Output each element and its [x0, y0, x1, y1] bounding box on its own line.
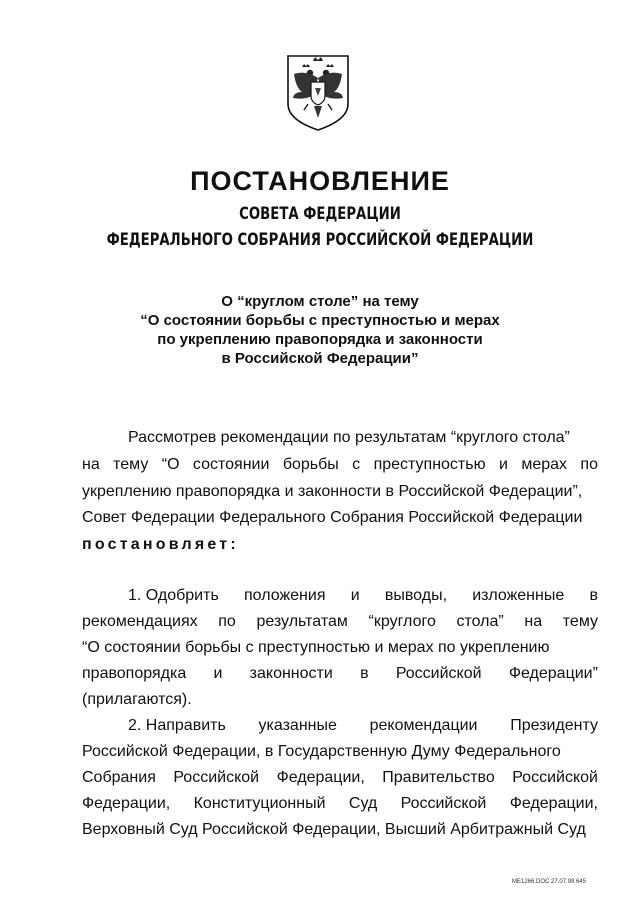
coat-of-arms-icon — [280, 52, 356, 132]
word: в — [360, 665, 369, 682]
word: Федерации, — [276, 769, 365, 786]
word: Федерации, — [509, 795, 598, 812]
item1-line-4 — [82, 664, 598, 684]
subject-block — [90, 292, 550, 368]
preamble-line-2 — [82, 455, 598, 475]
item2-line-3 — [82, 768, 598, 788]
word: 2. Направить — [128, 717, 226, 734]
preamble-line-1: Рассмотрев рекомендации по результатам “круглого стола” — [128, 429, 570, 446]
word: и — [213, 665, 223, 682]
word: правопорядка — [82, 665, 187, 682]
issuer-line-1: СОВЕТА ФЕДЕРАЦИИ — [239, 204, 401, 224]
word: положения — [244, 587, 326, 604]
item2-line-1 — [128, 716, 598, 736]
decree-word: постановляет: — [82, 536, 239, 553]
word: по — [218, 613, 236, 630]
word: “круглого — [368, 613, 436, 630]
item2-line-5: Верховный Суд Российской Федерации, Высший Арбитражный Суд — [82, 821, 586, 838]
subject-line: “О состоянии борьбы с преступностью и мерах — [140, 312, 500, 329]
word: законности — [249, 665, 333, 682]
word: в — [589, 587, 598, 604]
word: рекомендациях — [82, 613, 198, 630]
word: стола” — [456, 613, 504, 630]
subject-line: по укреплению правопорядка и законности — [157, 331, 483, 348]
item1-line-1 — [128, 586, 598, 606]
word: по — [580, 456, 598, 473]
word: состоянии — [192, 456, 270, 473]
word: преступностью — [373, 456, 486, 473]
word: Федерации” — [508, 665, 598, 682]
word: рекомендации — [369, 717, 478, 734]
preamble-line-4: Совет Федерации Федерального Собрания Российской Федерации — [82, 509, 583, 526]
word: Российской — [400, 795, 487, 812]
word: Собрания — [82, 769, 156, 786]
item1-line-2 — [82, 612, 598, 632]
word: Российской — [395, 665, 482, 682]
word: и — [498, 456, 508, 473]
word: мерах — [521, 456, 568, 473]
word: “О — [161, 456, 180, 473]
word: на — [82, 456, 100, 473]
word: Правительство — [382, 769, 495, 786]
item1-line-5: (прилагаются). — [82, 691, 192, 708]
word: изложенные — [472, 587, 565, 604]
word: 1. Одобрить — [128, 587, 219, 604]
word: Конституционный — [193, 795, 326, 812]
word: выводы, — [384, 587, 448, 604]
word: на — [524, 613, 543, 630]
subject-line: О “круглом столе” на тему — [221, 293, 419, 310]
word: Федерации, — [82, 795, 171, 812]
word: с — [352, 456, 361, 473]
word: Президенту — [510, 717, 598, 734]
preamble-line-3: укреплению правопорядка и законности в Российской Федерации”, — [82, 483, 583, 500]
item2-line-4 — [82, 794, 598, 814]
subject-line: в Российской Федерации” — [221, 350, 419, 367]
word: Российской — [173, 769, 260, 786]
word: и — [350, 587, 360, 604]
word: борьбы — [282, 456, 339, 473]
word: тему — [113, 456, 149, 473]
word: указанные — [258, 717, 337, 734]
document-title: ПОСТАНОВЛЕНИЕ — [190, 166, 450, 196]
footer-document-code: ME1266.DOC 27.07.99 645 — [512, 879, 587, 885]
item1-line-3: “О состоянии борьбы с преступностью и мерах по укреплению — [82, 639, 550, 656]
word: тему — [562, 613, 598, 630]
issuer-line-2: ФЕДЕРАЛЬНОГО СОБРАНИЯ РОССИЙСКОЙ ФЕДЕРАЦИИ — [106, 230, 534, 250]
item2-line-2: Российской Федерации, в Государственную Думу Федерального — [82, 743, 561, 760]
word: результатам — [256, 613, 348, 630]
word: Суд — [348, 795, 378, 812]
word: Российской — [512, 769, 598, 786]
